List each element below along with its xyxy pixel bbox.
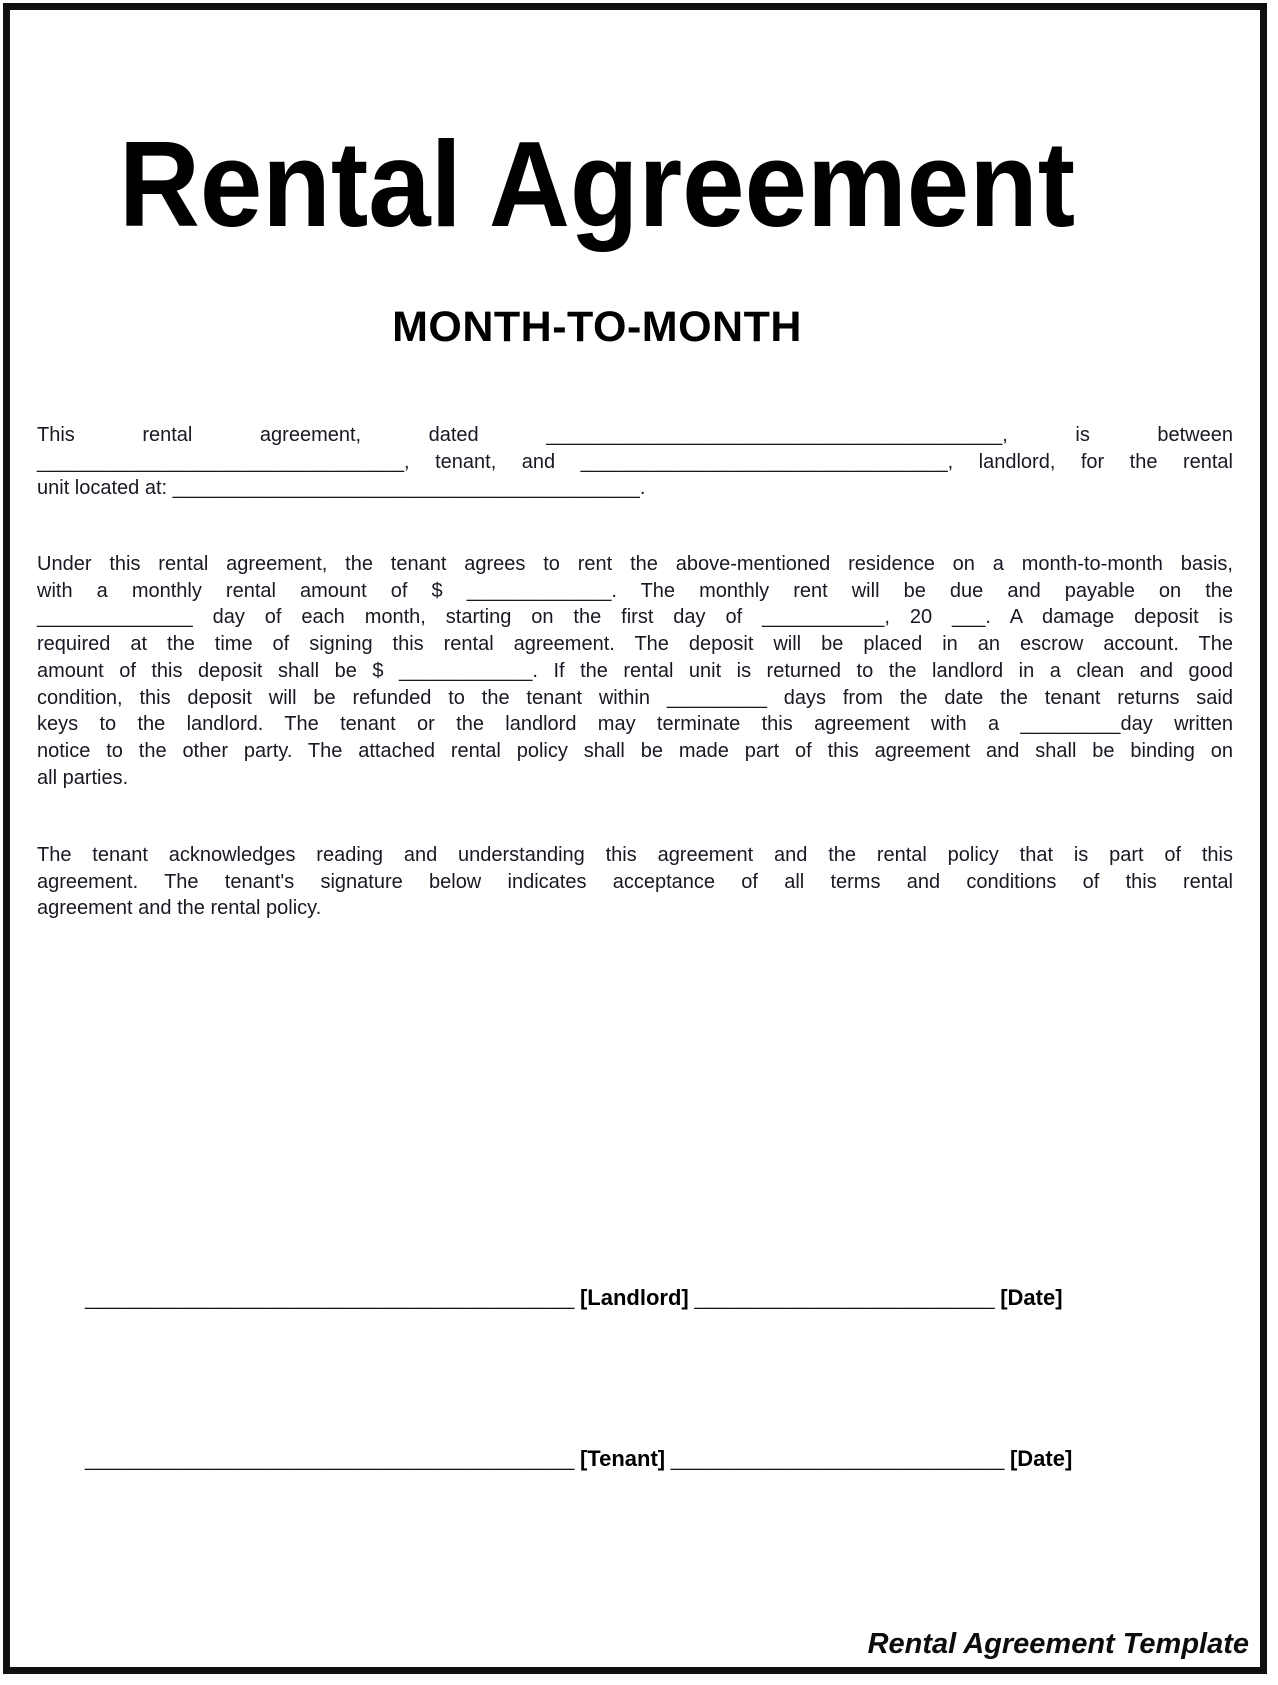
landlord-label: [Landlord] <box>579 1285 689 1310</box>
landlord-signature-line: ____________________________________________ <box>85 1288 575 1310</box>
paragraph-line: agreement. The tenant's signature below indicates acceptance of all terms and conditions of this rental <box>37 870 1233 893</box>
landlord-signature-row <box>85 1285 1063 1311</box>
paragraph-line: required at the time of signing this rental agreement. The deposit will be placed in an escrow account. The <box>37 633 1233 656</box>
paragraph-line: Under this rental agreement, the tenant agrees to rent the above-mentioned residence on a month-to-month basis, <box>37 553 1233 575</box>
tenant-date-line: ______________________________ <box>670 1449 1005 1471</box>
paragraph-line: The tenant acknowledges reading and understanding this agreement and the rental policy that is part of this <box>37 844 1233 866</box>
tenant-signature-line: ____________________________________________ <box>85 1449 575 1471</box>
landlord-date-label: [Date] <box>1000 1285 1063 1310</box>
paragraph-line: _________________________________, tenant, and _________________________________, landlord, for the rental <box>37 450 1233 473</box>
paragraph-line: with a monthly rental amount of $ _____________. The monthly rent will be due and payable on the <box>37 579 1233 602</box>
paragraph-line: agreement and the rental policy. <box>37 897 322 920</box>
tenant-date-label: [Date] <box>1009 1446 1073 1471</box>
paragraph-line: condition, this deposit will be refunded to the tenant within _________ days from the date the tenant returns said <box>37 686 1233 709</box>
landlord-date-line: ___________________________ <box>694 1288 995 1310</box>
document-subtitle: MONTH-TO-MONTH <box>392 303 802 351</box>
page-content <box>37 0 1249 1685</box>
tenant-label: [Tenant] <box>579 1446 666 1471</box>
paragraph-line: all parties. <box>37 766 129 789</box>
paragraph-line: keys to the landlord. The tenant or the landlord may terminate this agreement with a _________day written <box>37 713 1233 736</box>
paragraph-terms <box>37 551 1233 791</box>
paragraph-line: ______________ day of each month, starting on the first day of ___________, 20 ___. A damage deposit is <box>37 606 1233 629</box>
paragraph-parties <box>37 422 1233 502</box>
footer-template-label: Rental Agreement Template <box>867 1628 1249 1660</box>
paragraph-line: notice to the other party. The attached rental policy shall be made part of this agreement and shall be binding on <box>37 739 1233 762</box>
paragraph-acknowledgement <box>37 842 1233 922</box>
paragraph-line: amount of this deposit shall be $ ____________. If the rental unit is returned to the landlord in a clean and good <box>37 659 1233 682</box>
document-title: Rental Agreement <box>118 116 1076 252</box>
paragraph-line: unit located at: __________________________________________. <box>37 477 646 500</box>
tenant-signature-row <box>85 1446 1072 1472</box>
paragraph-line: This rental agreement, dated _________________________________________, is between <box>37 424 1233 446</box>
